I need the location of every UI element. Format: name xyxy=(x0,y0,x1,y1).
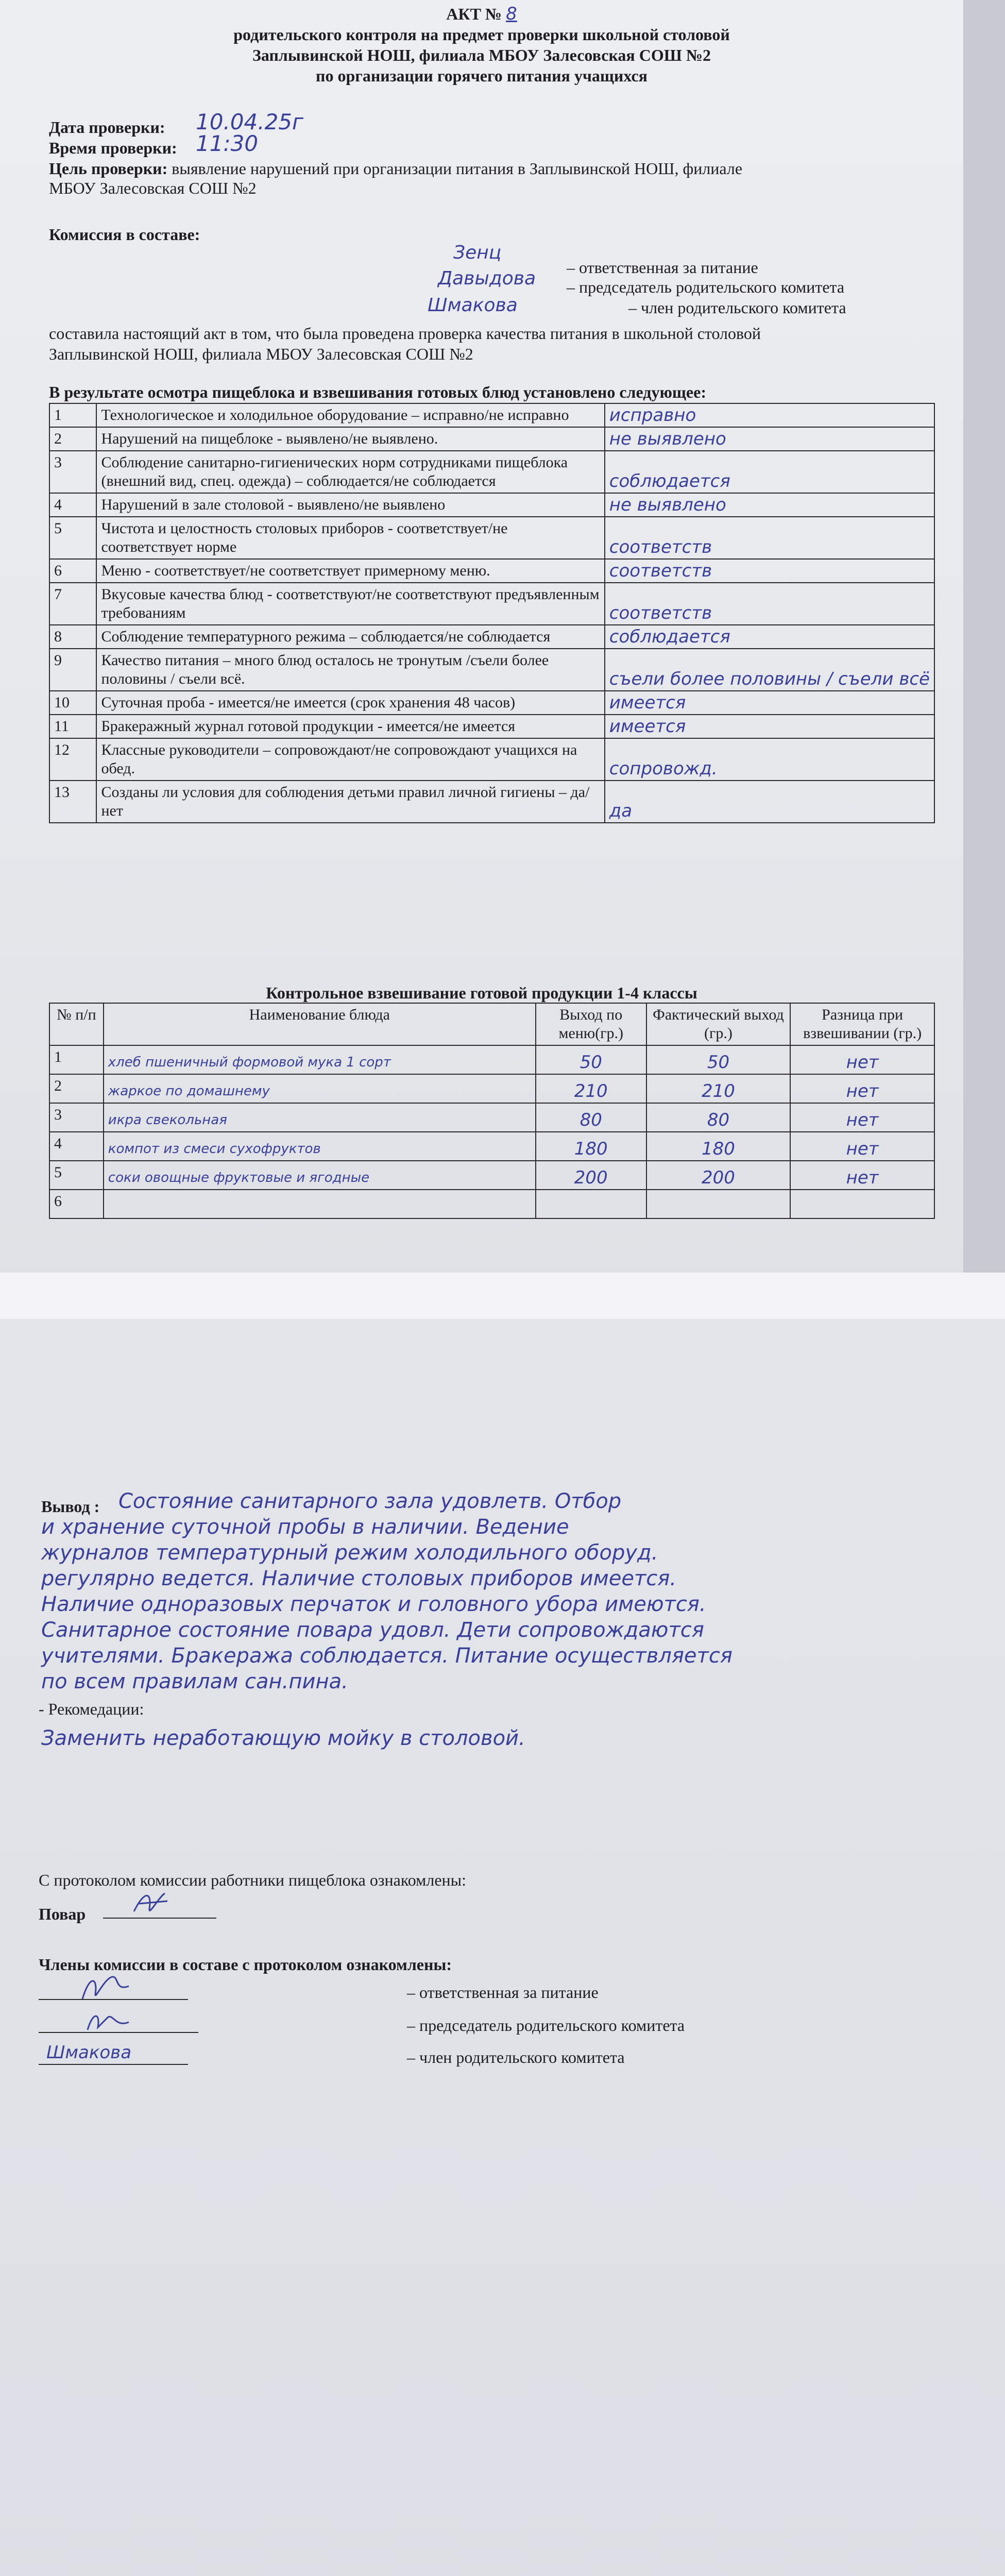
commission-text-1: составила настоящий акт в том, что была проведена проверка качества питания в школьной столовой xyxy=(49,324,761,343)
date-label: Дата проверки: xyxy=(49,118,165,137)
goal-line-2: МБОУ Залесовская СОШ №2 xyxy=(49,179,257,197)
inspection-answer: не выявлено xyxy=(605,493,934,517)
inspection-num: 3 xyxy=(49,451,96,493)
weighing-fact: 50 xyxy=(646,1045,791,1074)
inspection-num: 13 xyxy=(49,781,96,823)
weighing-fact: 200 xyxy=(646,1161,791,1190)
inspection-answer: соответств xyxy=(605,559,934,583)
recommend-text: Заменить неработающую мойку в столовой. xyxy=(41,1726,525,1750)
cook-label: Повар xyxy=(39,1905,86,1923)
act-page-1 xyxy=(0,0,963,1273)
col-out-header: Выход по меню(гр.) xyxy=(536,1003,646,1045)
date-value: 10.04.25г xyxy=(196,109,304,134)
inspection-row xyxy=(49,517,934,559)
sig2-role: – председатель родительского комитета xyxy=(407,2016,685,2035)
inspection-answer: исправно xyxy=(605,403,934,427)
inspection-question: Суточная проба - имеется/не имеется (срок хранения 48 часов) xyxy=(96,691,604,715)
inspection-row xyxy=(49,625,934,649)
inspection-answer: соответств xyxy=(605,583,934,625)
weighing-out: 180 xyxy=(536,1132,646,1161)
inspection-row xyxy=(49,781,934,823)
sig3-name: Шмакова xyxy=(46,2042,132,2063)
weighing-diff: нет xyxy=(790,1161,934,1190)
member1-name: Зенц xyxy=(453,242,502,263)
weighing-fact xyxy=(646,1190,791,1218)
inspection-num: 6 xyxy=(49,559,96,583)
weighing-num: 6 xyxy=(49,1190,104,1218)
title-line-2: Заплывинской НОШ, филиала МБОУ Залесовская СОШ №2 xyxy=(252,46,711,64)
weighing-out: 210 xyxy=(536,1074,646,1103)
weighing-num: 4 xyxy=(49,1132,104,1161)
act-page-2 xyxy=(0,1319,1005,2576)
inspection-num: 4 xyxy=(49,493,96,517)
weighing-out: 50 xyxy=(536,1045,646,1074)
weighing-dish: жаркое по домашнему xyxy=(104,1074,536,1103)
inspection-answer: соответств xyxy=(605,517,934,559)
inspection-row xyxy=(49,559,934,583)
weighing-row xyxy=(49,1074,934,1103)
inspection-answer: имеется xyxy=(605,715,934,738)
inspection-question: Нарушений в зале столовой - выявлено/не выявлено xyxy=(96,493,604,517)
weighing-dish: соки овощные фруктовые и ягодные xyxy=(104,1161,536,1190)
inspection-question: Чистота и целостность столовых приборов - соответствует/не соответствует норме xyxy=(96,517,604,559)
weighing-row xyxy=(49,1161,934,1190)
weighing-row xyxy=(49,1103,934,1132)
weighing-fact: 180 xyxy=(646,1132,791,1161)
inspection-answer: съели более половины / съели всё xyxy=(605,649,934,691)
inspection-question: Нарушений на пищеблоке - выявлено/не выявлено. xyxy=(96,427,604,451)
inspection-num: 10 xyxy=(49,691,96,715)
weighing-dish xyxy=(104,1190,536,1218)
conclusion-line-3: журналов температурный режим холодильного оборуд. xyxy=(41,1541,658,1565)
weighing-num: 1 xyxy=(49,1045,104,1074)
conclusion-line-2: и хранение суточной пробы в наличии. Ведение xyxy=(41,1515,569,1539)
inspection-row xyxy=(49,691,934,715)
inspection-answer: соблюдается xyxy=(605,625,934,649)
time-value: 11:30 xyxy=(196,131,259,156)
page-gap xyxy=(0,1273,1005,1319)
sig3-line xyxy=(39,2064,188,2065)
act-number: 8 xyxy=(506,4,517,24)
inspection-row xyxy=(49,715,934,738)
weighing-out xyxy=(536,1190,646,1218)
conclusion-line-1: Состояние санитарного зала удовлетв. Отбор xyxy=(118,1489,622,1513)
commission-label: Комиссия в составе: xyxy=(49,225,200,244)
inspection-num: 9 xyxy=(49,649,96,691)
inspection-num: 5 xyxy=(49,517,96,559)
weighing-heading: Контрольное взвешивание готовой продукции 1-4 классы xyxy=(266,984,697,1002)
inspection-answer: не выявлено xyxy=(605,427,934,451)
weighing-fact: 210 xyxy=(646,1074,791,1103)
inspection-row xyxy=(49,649,934,691)
staff-intro: С протоколом комиссии работники пищеблока ознакомлены: xyxy=(39,1871,467,1889)
inspection-question: Соблюдение температурного режима – соблюдается/не соблюдается xyxy=(96,625,604,649)
recommend-label: - Рекомедации: xyxy=(39,1700,144,1718)
col-name-header: Наименование блюда xyxy=(104,1003,536,1045)
time-label: Время проверки: xyxy=(49,139,177,157)
weighing-diff: нет xyxy=(790,1045,934,1074)
inspection-question: Меню - соответствует/не соответствует примерному меню. xyxy=(96,559,604,583)
member3-name: Шмакова xyxy=(428,295,518,316)
sig2-signature-icon xyxy=(82,2007,134,2038)
cook-signature-icon xyxy=(129,1886,175,1922)
inspection-row xyxy=(49,493,934,517)
inspection-num: 12 xyxy=(49,738,96,781)
conclusion-line-6: Санитарное состояние повара удовл. Дети сопровождаются xyxy=(41,1618,704,1642)
inspection-question: Созданы ли условия для соблюдения детьми правил личной гигиены – да/ нет xyxy=(96,781,604,823)
weighing-num: 3 xyxy=(49,1103,104,1132)
member3-role: – член родительского комитета xyxy=(628,298,846,317)
weighing-diff xyxy=(790,1190,934,1218)
inspection-question: Качество питания – много блюд осталось не тронутым /съели более половины / съели всё. xyxy=(96,649,604,691)
conclusion-line-8: по всем правилам сан.пина. xyxy=(41,1670,348,1693)
col-diff-header: Разница при взвешивании (гр.) xyxy=(790,1003,934,1045)
sig1-role: – ответственная за питание xyxy=(407,1983,599,2002)
weighing-num: 2 xyxy=(49,1074,104,1103)
weighing-row xyxy=(49,1045,934,1074)
inspection-row xyxy=(49,738,934,781)
member2-role: – председатель родительского комитета xyxy=(567,278,845,296)
inspection-num: 8 xyxy=(49,625,96,649)
inspection-num: 11 xyxy=(49,715,96,738)
weighing-row xyxy=(49,1132,934,1161)
inspection-answer: сопровожд. xyxy=(605,738,934,781)
weighing-diff: нет xyxy=(790,1074,934,1103)
member1-role: – ответственная за питание xyxy=(567,258,758,277)
inspection-row xyxy=(49,451,934,493)
inspection-question: Соблюдение санитарно-гигиенических норм сотрудниками пищеблока (внешний вид, спец. одежда) – соблюдается/не соблюдается xyxy=(96,451,604,493)
commission-text-2: Заплывинской НОШ, филиала МБОУ Залесовская СОШ №2 xyxy=(49,345,473,363)
col-num-header: № п/п xyxy=(49,1003,104,1045)
inspection-answer: соблюдается xyxy=(605,451,934,493)
inspection-question: Бракеражный журнал готовой продукции - имеется/не имеется xyxy=(96,715,604,738)
title-line-3: по организации горячего питания учащихся xyxy=(316,66,648,85)
weighing-row xyxy=(49,1190,934,1218)
inspection-table xyxy=(49,403,935,823)
inspection-num: 2 xyxy=(49,427,96,451)
weighing-out: 80 xyxy=(536,1103,646,1132)
col-fact-header: Фактический выход (гр.) xyxy=(646,1003,791,1045)
members-intro: Члены комиссии в составе с протоколом ознакомлены: xyxy=(39,1955,452,1974)
title-line-1: родительского контроля на предмет проверки школьной столовой xyxy=(233,25,730,44)
inspection-question: Технологическое и холодильное оборудование – исправно/не исправно xyxy=(96,403,604,427)
conclusion-line-5: Наличие одноразовых перчаток и головного убора имеются. xyxy=(41,1592,706,1616)
inspection-answer: да xyxy=(605,781,934,823)
member2-name: Давыдова xyxy=(438,268,536,289)
conclusion-line-4: регулярно ведется. Наличие столовых приборов имеется. xyxy=(41,1567,677,1590)
inspection-question: Классные руководители – сопровождают/не сопровождают учащихся на обед. xyxy=(96,738,604,781)
weighing-dish: компот из смеси сухофруктов xyxy=(104,1132,536,1161)
weighing-table xyxy=(49,1003,935,1219)
weighing-diff: нет xyxy=(790,1132,934,1161)
goal-line: Цель проверки: выявление нарушений при организации питания в Заплывинской НОШ, филиале xyxy=(49,159,743,178)
conclusion-label: Вывод : xyxy=(41,1497,100,1516)
weighing-out: 200 xyxy=(536,1161,646,1190)
sig3-role: – член родительского комитета xyxy=(407,2048,625,2066)
weighing-dish: хлеб пшеничный формовой мука 1 сорт xyxy=(104,1045,536,1074)
weighing-fact: 80 xyxy=(646,1103,791,1132)
inspection-question: Вкусовые качества блюд - соответствуют/не соответствуют предъявленным требованиям xyxy=(96,583,604,625)
weighing-num: 5 xyxy=(49,1161,104,1190)
inspection-row xyxy=(49,403,934,427)
act-title: АКТ № 8 xyxy=(446,4,517,24)
inspection-row xyxy=(49,427,934,451)
inspection-row xyxy=(49,583,934,625)
inspection-heading: В результате осмотра пищеблока и взвешивания готовых блюд установлено следующее: xyxy=(49,383,706,401)
conclusion-line-7: учителями. Бракеража соблюдается. Питание осуществляется xyxy=(41,1644,733,1668)
sig1-signature-icon xyxy=(77,1971,134,2007)
weighing-diff: нет xyxy=(790,1103,934,1132)
inspection-answer: имеется xyxy=(605,691,934,715)
inspection-num: 1 xyxy=(49,403,96,427)
inspection-num: 7 xyxy=(49,583,96,625)
weighing-dish: икра свекольная xyxy=(104,1103,536,1132)
